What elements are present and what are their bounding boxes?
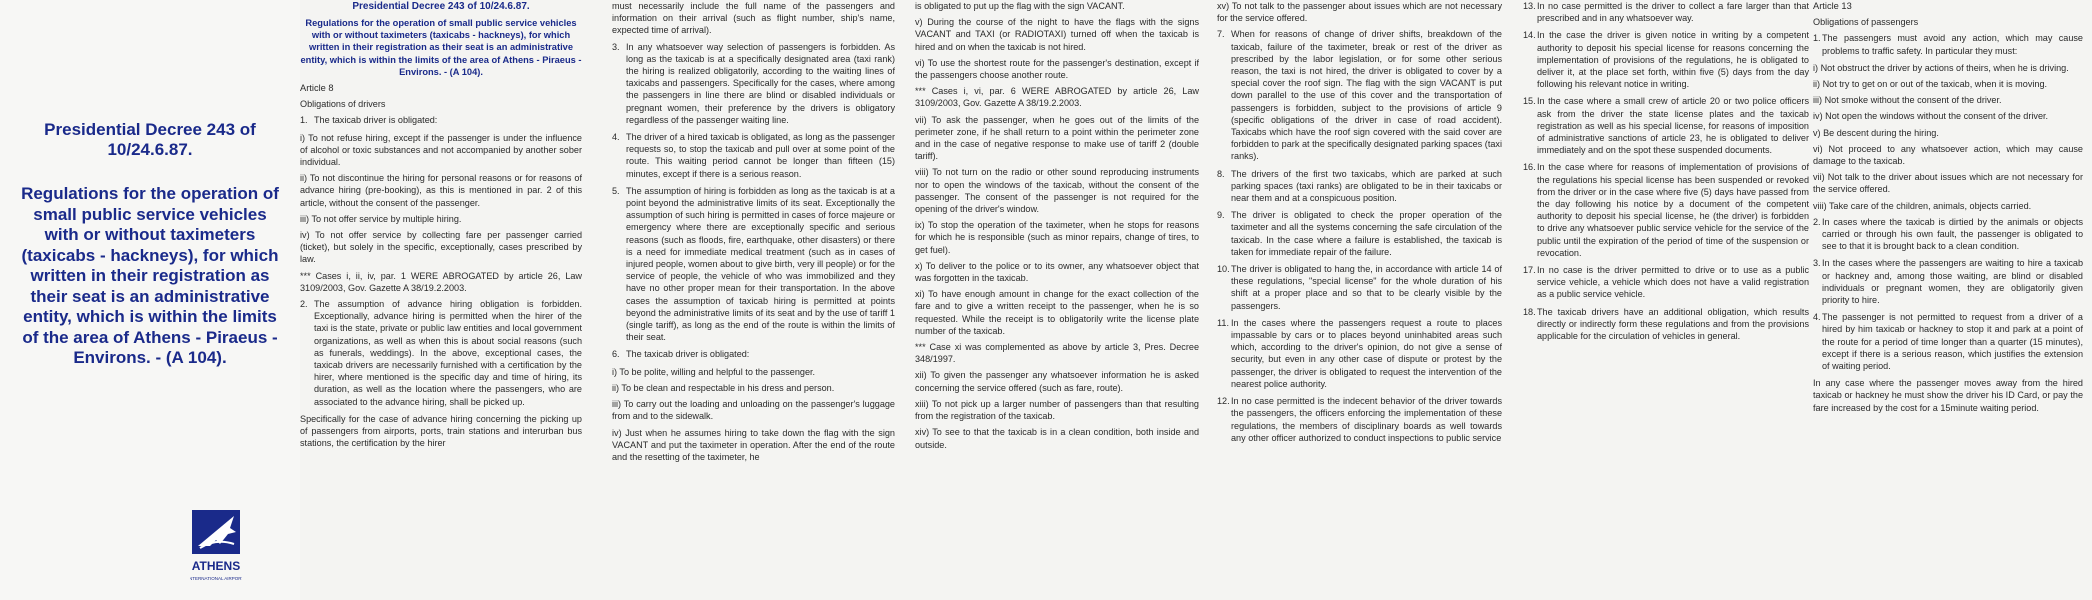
- case-xiii: xiii) To not pick up a larger number of passengers than that resulting from the registration of the taxicab.: [915, 398, 1199, 422]
- paragraph-text: The drivers of the first two taxicabs, which are parked at such parking spaces (taxi ranks) are obligated to be in their taxicabs or near them and at a conspicuous position.: [1231, 168, 1502, 204]
- case-xii: xii) To given the passenger any whatsoever information he is asked concerning the service offered (such as fare, route).: [915, 370, 1199, 393]
- paragraph-text: In the cases where the passengers request a route to places impassable by cars or to places beyond uninhabited areas such which, according to the driver's opinion, do not give a sense of security, but even in any other case of dispute or protest by the passenger, the driver is obligated to request the intervention of the nearest police authority.: [1231, 317, 1502, 389]
- paragraph-number: 14.: [1523, 30, 1536, 41]
- case-vi: vi) To use the shortest route for the passenger's destination, except if the passengers choose another route.: [915, 57, 1199, 81]
- paragraph-number: 3.: [1813, 258, 1821, 269]
- paragraph-text: The driver is obligated to check the proper operation of the taximeter and all the systems concerning the safe circulation of the taxicab. In the case where a failure is established, the taxicab is taken for immediate repair of the failure.: [1231, 210, 1502, 257]
- paragraph-6: [612, 348, 895, 360]
- paragraph-number: 5.: [612, 185, 620, 196]
- column-3: [915, 0, 1199, 600]
- paragraph-4-continued: In any case where the passenger moves away from the hired taxicab or hackney he must show the driver his ID Card, or pay the fare increased by the cost for a 15minute waiting period.: [1813, 378, 2083, 413]
- cover-title: Presidential Decree 243 of 10/24.6.87.: [44, 120, 256, 159]
- airplane-icon: [190, 508, 242, 588]
- article-8-subtitle: Obligations of drivers: [300, 99, 386, 110]
- paragraph-number: 11.: [1217, 317, 1229, 328]
- paragraph-16: [1523, 161, 1809, 259]
- case-iii: iii) Not smoke without the consent of the driver.: [1813, 95, 2002, 106]
- cover-panel: [0, 0, 300, 600]
- paragraph-15: [1523, 95, 1809, 156]
- paragraph-1: [300, 114, 582, 126]
- column-1: [300, 0, 582, 600]
- paragraph-number: 3.: [612, 41, 620, 52]
- case-vii: vii) Not talk to the driver about issues which are not necessary for the service offered.: [1813, 172, 2083, 195]
- case-x: x) To deliver to the police or to its owner, any whatsoever object that was forgotten in the taxicab.: [915, 260, 1199, 284]
- paragraph-number: 13.: [1523, 1, 1536, 11]
- case-ix: ix) To stop the operation of the taximeter, when he stops for reasons for which he is responsible (such as minor repairs, change of tires, to get fuel).: [915, 220, 1199, 255]
- case-v: v) Be descent during the hiring.: [1813, 127, 1939, 138]
- paragraph-text: In the cases where the passengers are waiting to hire a taxicab or hackney and, among those waiting, are blind or disabled individuals or pregnant women, they are obligatorily given priority to hire.: [1822, 258, 2083, 306]
- paragraph-number: 4.: [612, 132, 620, 143]
- case-i: i) Not obstruct the driver by actions of theirs, when he is driving.: [1813, 62, 2069, 73]
- paragraph-18: [1523, 306, 1809, 343]
- paragraph-text: In the case the driver is given notice in writing by a competent authority to deposit his special license for reasons concerning the implementation of provisions of the regulations, he is obligated to deliver it, at the place set forth, within five (5) days from the day following his relevant notice in writing.: [1537, 30, 1809, 90]
- paragraph-9: [1217, 209, 1502, 258]
- case-ii: ii) To not discontinue the hiring for personal reasons or for reasons of advance hiring (pre-booking), as this is mentioned in par. 2 of this article, without the consent of the passenger.: [300, 173, 582, 208]
- case-iii: iii) To not offer service by multiple hiring.: [300, 213, 462, 224]
- decree-subheader: Regulations for the operation of small public service vehicles with or without taximeters (taxicabs - hackneys), for which written in their registration as their seat is an administrative entity, which is within the limits of the area of Athens - Piraeus - Environs. - (A 104).: [300, 18, 582, 77]
- abrogation-note: *** Cases i, ii, iv, par. 1 WERE ABROGATED by article 26, Law 3109/2003, Gov. Gazette A 38/19.2.2003.: [300, 270, 582, 293]
- paragraph-2: [300, 298, 582, 408]
- cover-body: Regulations for the operation of small public service vehicles with or without taximeters (taxicabs - hackneys), for which written in their registration as their seat is an administrative entity, which is within the limits of the area of Athens - Piraeus - Environs. - (A 104).: [21, 184, 279, 367]
- column-6: [1813, 0, 2083, 600]
- paragraph-17: [1523, 264, 1809, 301]
- paragraph-text: The driver of a hired taxicab is obligated, as long as the passenger requests so, to stop the taxicab and pull over at some point of the route. This waiting period cannot be longer than fifteen (15) minutes, except if there is a serious reason.: [626, 132, 895, 179]
- paragraph-text: The assumption of advance hiring obligation is forbidden. Exceptionally, advance hiring is permitted when the hirer of the taxi is the state, private or public law entities and local government organizations, as well as when this is about social reasons (such as funerals, weddings). In the above, exceptional cases, the taxicab drivers are necessarily furnished with a certification by the hirer, where mentioned is the specific day and time of hiring, its duration, as well as the location where the passengers, who are associated to the advance hiring, shall be picked up.: [314, 299, 582, 407]
- paragraph-number: 1.: [300, 115, 308, 126]
- article-13-subtitle: Obligations of passengers: [1813, 17, 1919, 28]
- paragraph-5: [612, 185, 895, 344]
- paragraph-text: In no case permitted is the driver to collect a fare larger than that prescribed and in any whatsoever way.: [1537, 1, 1809, 24]
- paragraph-text: In any whatsoever way selection of passengers is forbidden. As long as the taxicab is at a specifically designated area (taxi rank) the hiring is realized obligatorily, according to the waiting lines of taxicabs and passengers. Specifically for the cases, where among the passengers in line there are blind or disabled individuals or pregnant women, their preference by the drivers is obligatory regardless of the passenger waiting line.: [626, 41, 895, 125]
- case-viii: viii) To not turn on the radio or other sound reproducing instruments nor to open the windows of the taxicab, without the consent of the passenger. The consent of the passenger is not required for the opening of the driver's window.: [915, 167, 1199, 215]
- paragraph-2-continued: Specifically for the case of advance hiring concerning the picking up of passengers from airports, ports, train stations and interurban bus stations, the certification by the hirer: [300, 413, 582, 449]
- case-v: v) During the course of the night to have the flags with the signs VACANT and TAXI (or RADIOTAXI) turned off when the taxicab is hired and on when the taxicab is not hired.: [915, 17, 1199, 52]
- paragraph-number: 6.: [612, 349, 620, 360]
- case-ii: ii) Not try to get on or out of the taxicab, when it is moving.: [1813, 79, 2048, 90]
- paragraph-text: The taxicab driver is obligated:: [626, 349, 750, 360]
- paragraph-13: [1523, 0, 1809, 24]
- paragraph-number: 2.: [300, 299, 308, 310]
- case-xi: xi) To have enough amount in change for the exact collection of the fare and to give a written receipt to the passenger, when he is so requested. While the receipt is to obligatorily write the license plate number of the taxicab.: [915, 289, 1199, 336]
- case-viii: viii) Take care of the children, animals, objects carried.: [1813, 200, 2032, 211]
- case-ii: ii) To be clean and respectable in his dress and person.: [612, 382, 835, 393]
- case-iv: iv) Just when he assumes hiring to take down the flag with the sign VACANT and put the taximeter in operation. After the end of the route and the resetting of the taximeter, he: [612, 427, 895, 462]
- paragraph-text: The passengers must avoid any action, which may cause problems to traffic safety. In particular they must:: [1822, 33, 2083, 56]
- paragraph-text: In no case is the driver permitted to drive or to use as a public service vehicle, a vehicle which does not have a valid registration as a public service vehicle.: [1537, 265, 1809, 300]
- athens-airport-logo: [190, 508, 242, 588]
- paragraph-8: [1217, 168, 1502, 205]
- paragraph-11: [1217, 317, 1502, 390]
- abrogation-note: *** Cases i, vi, par. 6 WERE ABROGATED by article 26, Law 3109/2003, Gov. Gazette A 38/19.2.2003.: [915, 86, 1199, 109]
- continued-text: is obligated to put up the flag with the sign VACANT.: [915, 1, 1125, 11]
- article-13-heading: Article 13: [1813, 1, 1852, 11]
- column-4: [1217, 0, 1502, 600]
- paragraph-4: [1813, 311, 2083, 372]
- column-2: [612, 0, 895, 600]
- paragraph-text: In no case permitted is the indecent behavior of the driver towards the passengers, the officers enforcing the implementation of these regulations, the members of disciplinary boards as well towards any other officer authorized to conduct inspections to public service: [1231, 396, 1502, 443]
- decree-header: Presidential Decree 243 of 10/24.6.87.: [352, 1, 530, 12]
- complement-note: *** Case xi was complemented as above by article 3, Pres. Decree 348/1997.: [915, 342, 1199, 365]
- case-iii: iii) To carry out the loading and unloading on the passenger's luggage from and to the sidewalk.: [612, 399, 895, 422]
- case-xv: xv) To not talk to the passenger about issues which are not necessary for the service offered.: [1217, 1, 1502, 24]
- paragraph-text: In the case where a small crew of article 20 or two police officers ask from the driver the state license plates and the taxicab registration as well as his special license, for reasons of imposition of administrative sanctions of article 23, he is obligated to deliver immediately and on the spot these suspended documents.: [1537, 96, 1809, 156]
- paragraph-7: [1217, 28, 1502, 162]
- paragraph-number: 1.: [1813, 33, 1821, 44]
- case-vii: vii) To ask the passenger, when he goes out of the limits of the perimeter zone, if he shall return to a point within the perimeter zone and in the case of negative response to make use of tariff 2 (double tariff).: [915, 114, 1199, 162]
- paragraph-3: [612, 41, 895, 126]
- logo-subtext: INTERNATIONAL AIRPORT: [190, 576, 242, 581]
- paragraph-text: In the case where for reasons of implementation of provisions of the regulations his special license has been suspended or revoked from the driver or in the case where five (5) days have passed from the day following his notice by a document of the competent authority to deposit his special license, he (the driver) is forbidden to drive any whatsoever public service vehicle for the service of the public until the expiration of the period of time of the suspension or revocation.: [1537, 162, 1809, 258]
- paragraph-number: 7.: [1217, 29, 1225, 40]
- case-i: i) To be polite, willing and helpful to the passenger.: [612, 366, 816, 377]
- paragraph-number: 17.: [1523, 265, 1536, 276]
- paragraph-3: [1813, 257, 2083, 306]
- paragraph-text: The taxicab drivers have an additional obligation, which results directly or indirectly form these regulations and from the provisions applicable for the circulation of vehicles in general.: [1537, 306, 1809, 342]
- paragraph-1: [1813, 32, 2083, 56]
- paragraph-number: 9.: [1217, 210, 1225, 221]
- paragraph-number: 2.: [1813, 216, 1821, 227]
- paragraph-text: The assumption of hiring is forbidden as long as the taxicab is at a point beyond the administrative limits of its seat. Exceptionally the assumption of such hiring is permitted in cases of force majeure or emergency where there are exceptionally specific and serious reasons (such as floods, fire, earthquake, other disasters) or there is a need for immediate medical treatment (such as in cases of injured people, women about to give birth, very ill people) or for the service of people, the vehicle of who was immobilized and they have no other proper mean for their transportation. In the above cases the assumption of taxicab hiring is permitted at points beyond the administrative limits of its seat and by the use of tariff 1 (single tariff), as long as the end of the route is within the limits of their seat.: [626, 185, 895, 343]
- paragraph-number: 8.: [1217, 168, 1225, 179]
- paragraph-10: [1217, 263, 1502, 312]
- case-xiv: xiv) To see to that the taxicab is in a clean condition, both inside and outside.: [915, 427, 1199, 450]
- paragraph-text: The driver is obligated to hang the, in accordance with article 14 of these regulations, "special license" for the whole duration of his shift at a proper place and so that to be clearly visible by the passengers.: [1231, 264, 1502, 311]
- case-iv: iv) Not open the windows without the consent of the driver.: [1813, 111, 2049, 122]
- column-5: [1523, 0, 1809, 600]
- paragraph-text: When for reasons of change of driver shifts, breakdown of the taxicab, failure of the taximeter, break or rest of the driver as prescribed by the labor legislation, or for some other serious reason, the taxi is not hired, the driver is obligated to cover by a special cover the roof sign. The flag with the sign VACANT is put down parallel to the use of this cover and the transportation of passengers is forbidden, subject to the provisions of article 9 (specific obligations of the driver in case of road accident). Taxicabs which have the roof sign covered with the said cover are forbidden to park at the specifically designated parking spaces (taxi ranks).: [1231, 29, 1502, 162]
- paragraph-number: 18.: [1523, 306, 1536, 317]
- paragraph-number: 12.: [1217, 396, 1230, 407]
- paragraph-4: [612, 131, 895, 180]
- paragraph-text: In cases where the taxicab is dirtied by the animals or objects carried or through his own fault, the passenger is obligated to see to that it is brought back to a clean condition.: [1822, 216, 2083, 252]
- case-vi: vi) Not proceed to any whatsoever action, which may cause damage to the taxicab.: [1813, 143, 2083, 167]
- logo-text: ATHENS: [191, 559, 241, 573]
- paragraph-14: [1523, 29, 1809, 90]
- case-i: i) To not refuse hiring, except if the passenger is under the influence of alcohol or toxic substances and not accompanied by another sober individual.: [300, 132, 582, 168]
- article-8-heading: Article 8: [300, 83, 334, 94]
- case-iv: iv) To not offer service by collecting fare per passenger carried (ticket), but solely in the specific, exceptionally, cases prescribed by law.: [300, 230, 582, 265]
- paragraph-12: [1217, 395, 1502, 444]
- paragraph-text: The taxicab driver is obligated:: [314, 115, 438, 126]
- continued-text: must necessarily include the full name of the passengers and information on their arrival (such as flight number, ship's name, expected time of arrival).: [612, 1, 895, 36]
- paragraph-2: [1813, 216, 2083, 253]
- paragraph-number: 16.: [1523, 162, 1536, 173]
- paragraph-number: 15.: [1523, 96, 1536, 107]
- paragraph-number: 10.: [1217, 264, 1230, 275]
- paragraph-text: The passenger is not permitted to request from a driver of a hired by him taxicab or hackney to stop it and park at a point of the route for a period of time longer than a quarter (15 minutes), except if there is a serious reason, which justifies the extension of waiting period.: [1822, 312, 2083, 372]
- paragraph-number: 4.: [1813, 312, 1821, 323]
